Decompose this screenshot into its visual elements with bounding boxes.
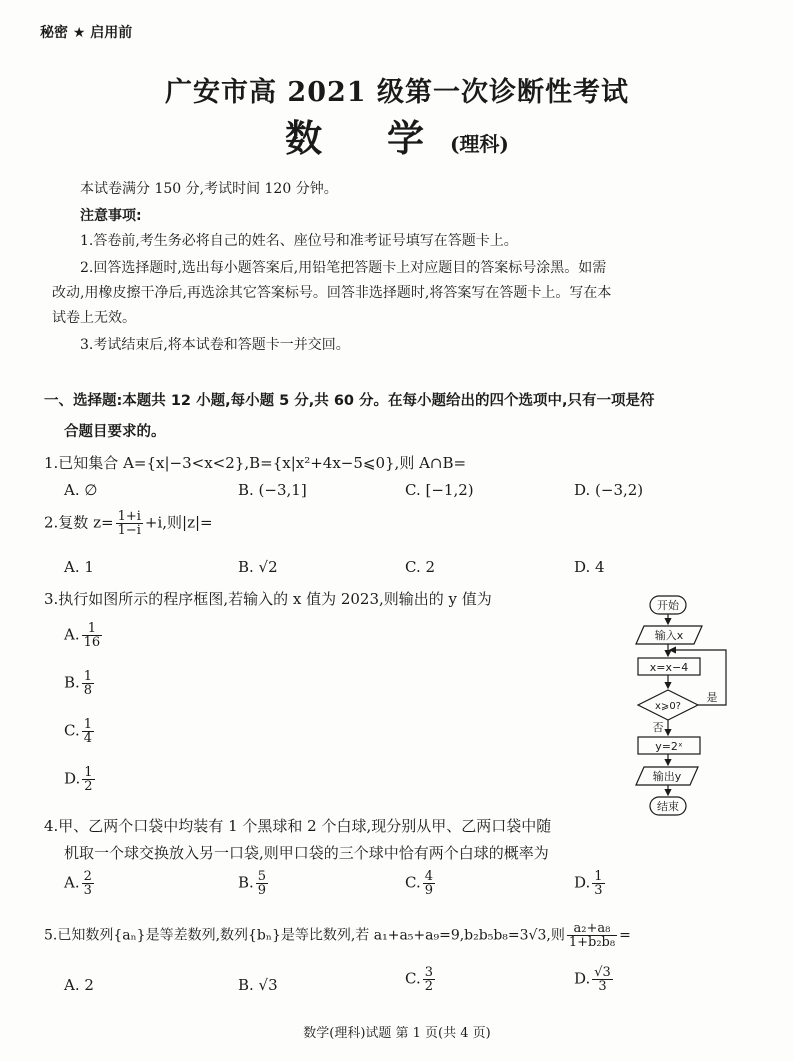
flowchart-output-label: 输出y [652,770,682,783]
question-5-fraction-numerator: a₂+a₈ [567,922,617,936]
question-4-option-c [405,870,437,897]
question-5-option-d-fraction [592,966,613,993]
question-3-option-c [64,718,96,745]
question-2-fraction-numerator: 1+i [117,509,141,524]
question-2-option-b: B. √2 [238,558,278,576]
question-4-option-d-fraction [592,870,604,897]
section-heading-line-2: 合题目要求的。 [64,424,166,440]
subject-heading [0,108,794,162]
question-3-option-d-fraction [82,766,94,793]
question-5-option-b: B. √3 [238,976,278,994]
question-3-option-a-denominator: 16 [83,635,101,650]
question-3-option-c-numerator: 1 [83,717,92,732]
question-5-option-d-numerator: √3 [594,965,611,980]
question-5-fraction [567,922,617,949]
question-4-option-c-label: C. [405,873,421,892]
question-3-option-c-label: C. [64,721,80,740]
question-3-option-b-fraction [82,670,94,697]
subject-note: (理科) [449,132,509,156]
question-3-stem: 3.执行如图所示的程序框图,若输入的 x 值为 2023,则输出的 y 值为 [44,590,492,608]
question-4-option-c-denominator: 9 [424,883,433,898]
question-3-option-c-denominator: 4 [83,731,92,746]
question-3-option-d-numerator: 1 [84,765,93,780]
question-5-stem-text: 5.已知数列{aₙ}是等差数列,数列{bₙ}是等比数列,若 a₁+a₅+a₉=9,b₂b₅b₈=3√3,则 [44,927,565,944]
question-4-option-b-denominator: 9 [257,883,267,898]
question-5-option-c [405,966,437,993]
question-4-option-c-numerator: 4 [424,869,433,884]
question-4-option-b [238,870,270,897]
question-5-option-d-label: D. [574,969,591,988]
question-4-option-d-label: D. [574,873,591,892]
question-3-option-d-label: D. [64,769,81,788]
question-3-option-a-numerator: 1 [82,622,103,636]
note-item-2-line-1: 2.回答选择题时,选出每小题答案后,用铅笔把答题卡上对应题目的答案标号涂黑。如需 [80,260,607,276]
flowchart-start-label: 开始 [657,599,679,612]
question-4-option-d-numerator: 1 [594,869,603,884]
exam-title: 广安市高 2021 级第一次诊断性考试 [165,77,629,108]
program-flowchart [630,590,745,820]
question-4-option-a [64,870,96,897]
question-3-option-d-denominator: 2 [84,779,93,794]
question-3-option-b [64,670,96,697]
question-1-stem: 1.已知集合 A={x|−3<x<2},B={x|x²+4x−5⩽0},则 A∩B= [44,454,467,472]
flowchart-no-label: 否 [652,721,664,734]
question-4-option-a-label: A. [64,873,80,892]
question-1-option-b: B. (−3,1] [238,481,307,499]
question-2-fraction [116,510,143,537]
flowchart-assign-label: y=2ˣ [655,740,683,753]
question-3-option-c-fraction [82,718,94,745]
flowchart-end-label: 结束 [657,800,679,813]
question-2-option-d: D. 4 [574,558,605,576]
question-3-option-a-label: A. [64,625,80,644]
question-1-option-d: D. (−3,2) [574,481,644,499]
question-4-option-d [574,870,607,897]
question-2-option-c: C. 2 [405,558,436,576]
question-4-option-b-label: B. [238,873,254,892]
flowchart-step-label: x=x−4 [649,661,689,674]
question-3-option-a-fraction [82,622,103,649]
question-5-tail: = [619,927,631,944]
exam-intro: 本试卷满分 150 分,考试时间 120 分钟。 [80,181,338,197]
question-4-stem-line-2: 机取一个球交换放入另一口袋,则甲口袋的三个球中恰有两个白球的概率为 [64,844,549,862]
subject-name: 数 学 [285,116,450,160]
confidential-mark: 秘密 ★ 启用前 [40,25,133,41]
question-1-option-a: A. ∅ [64,481,98,499]
question-4-option-a-numerator: 2 [83,869,92,884]
flowchart-yes-label: 是 [706,691,718,704]
note-item-2-line-2: 改动,用橡皮擦干净后,再选涂其它答案标号。回答非选择题时,将答案写在答题卡上。写在本 [52,285,612,301]
question-4-option-a-denominator: 3 [83,883,92,898]
question-5-option-d [574,966,615,993]
question-2-option-a: A. 1 [64,558,94,576]
note-item-1: 1.答卷前,考生务必将自己的姓名、座位号和准考证号填写在答题卡上。 [80,233,518,249]
question-2-stem [44,510,213,537]
question-4-stem-line-1: 4.甲、乙两个口袋中均装有 1 个黑球和 2 个白球,现分别从甲、乙两口袋中随 [44,817,552,835]
question-2-fraction-denominator: 1−i [117,523,141,538]
question-5-option-c-label: C. [405,969,421,988]
question-5-stem [44,922,631,949]
question-4-option-b-numerator: 5 [257,869,267,884]
question-3-option-d [64,766,97,793]
question-4-option-d-denominator: 3 [594,883,603,898]
question-4-option-a-fraction [82,870,94,897]
note-item-3: 3.考试结束后,将本试卷和答题卡一并交回。 [80,337,350,353]
question-5-option-a: A. 2 [64,976,94,994]
page-footer: 数学(理科)试题 第 1 页(共 4 页) [303,1026,491,1041]
question-4-option-b-fraction [256,870,268,897]
flowchart-input-label: 输入x [654,629,684,642]
note-item-2-line-3: 试卷上无效。 [52,310,136,326]
question-3-option-a [64,622,104,649]
question-5-fraction-denominator: 1+b₂b₈ [568,935,616,950]
question-5-option-d-denominator: 3 [598,979,607,994]
flowchart-condition-label: x⩾0? [655,701,681,712]
question-4-option-c-fraction [423,870,435,897]
question-5-option-c-fraction [423,966,435,993]
question-2-suffix: +i,则|z|= [144,513,213,532]
question-5-option-c-numerator: 3 [424,965,433,980]
notes-heading: 注意事项: [80,208,142,224]
question-1-option-c: C. [−1,2) [405,481,474,499]
question-3-option-b-numerator: 1 [83,669,93,684]
question-2-prefix: 2.复数 z= [44,513,114,532]
question-3-option-b-denominator: 8 [83,683,93,698]
question-3-option-b-label: B. [64,673,80,692]
question-5-option-c-denominator: 2 [424,979,433,994]
section-heading-line-1: 一、选择题:本题共 12 小题,每小题 5 分,共 60 分。在每小题给出的四个选项中,只有一项是符 [44,393,655,409]
